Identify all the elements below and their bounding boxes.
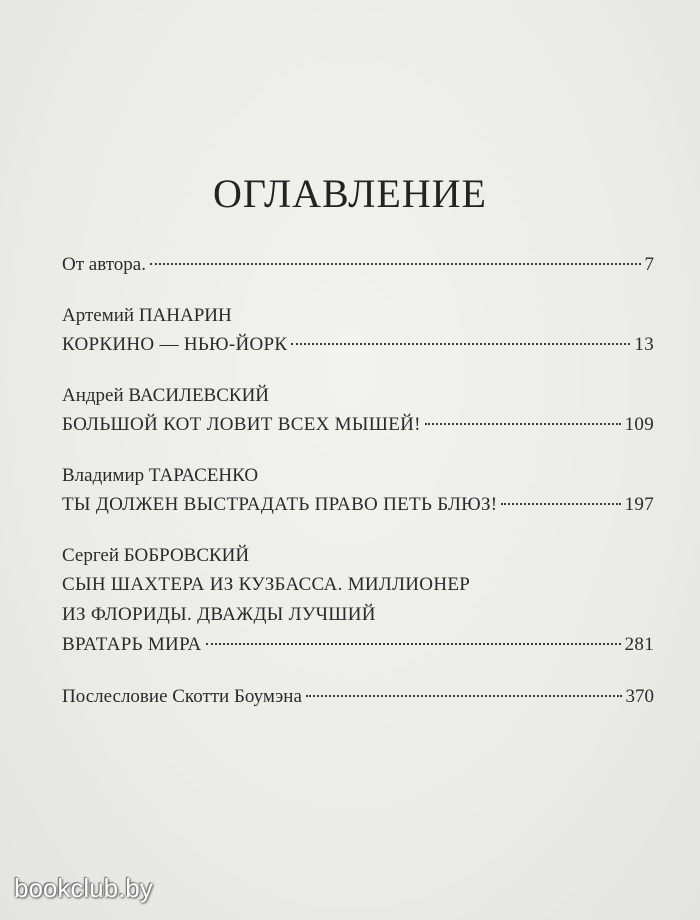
toc-entry-title: ТЫ ДОЛЖЕН ВЫСТРАДАТЬ ПРАВО ПЕТЬ БЛЮЗ!	[62, 494, 498, 515]
toc-entry-title: Послесловие Скотти Боумэна	[62, 686, 302, 707]
dot-leader	[150, 263, 641, 265]
toc-entry-author: Владимир ТАРАСЕНКО	[62, 465, 259, 486]
toc-entry-tarasenko	[62, 462, 654, 520]
toc-line	[62, 630, 654, 660]
toc-entry-bobrovsky	[62, 542, 654, 660]
toc-entry-author: Сергей БОБРОВСКИЙ	[62, 545, 250, 566]
dot-leader	[425, 423, 621, 425]
toc-entry-panarin	[62, 302, 654, 360]
toc-line	[62, 682, 654, 712]
toc-page-number: 13	[634, 334, 654, 355]
dot-leader	[291, 343, 630, 345]
toc-line	[62, 410, 654, 440]
toc-page-number: 370	[625, 686, 654, 707]
page-title: ОГЛАВЛЕНИЕ	[213, 171, 487, 216]
toc-entry-foreword	[62, 250, 654, 280]
toc-page-number: 109	[624, 414, 654, 435]
dot-leader	[501, 503, 620, 505]
toc-entry-author: Артемий ПАНАРИН	[62, 305, 232, 326]
toc-entry-title: КОРКИНО — НЬЮ-ЙОРК	[62, 334, 288, 355]
toc-line	[62, 330, 654, 360]
toc-entry-title: БОЛЬШОЙ КОТ ЛОВИТ ВСЕХ МЫШЕЙ!	[62, 414, 421, 435]
toc-page-number: 7	[644, 254, 654, 275]
toc-entry-vasilevsky	[62, 382, 654, 440]
table-of-contents	[62, 250, 654, 734]
toc-entry-title-line: ИЗ ФЛОРИДЫ. ДВАЖДЫ ЛУЧШИЙ	[62, 604, 376, 625]
dot-leader	[306, 695, 622, 697]
toc-entry-title-line: СЫН ШАХТЕРА ИЗ КУЗБАССА. МИЛЛИОНЕР	[62, 574, 471, 595]
toc-page-number: 281	[624, 634, 654, 655]
toc-entry-author: Андрей ВАСИЛЕВСКИЙ	[62, 385, 270, 406]
toc-line	[62, 490, 654, 520]
toc-entry-title: От автора.	[62, 254, 146, 275]
toc-entry-afterword	[62, 682, 654, 712]
site-watermark: bookclub.by	[14, 873, 153, 903]
toc-page-number: 197	[624, 494, 654, 515]
dot-leader	[206, 643, 621, 645]
toc-line	[62, 250, 654, 280]
toc-entry-title: ВРАТАРЬ МИРА	[62, 634, 202, 655]
